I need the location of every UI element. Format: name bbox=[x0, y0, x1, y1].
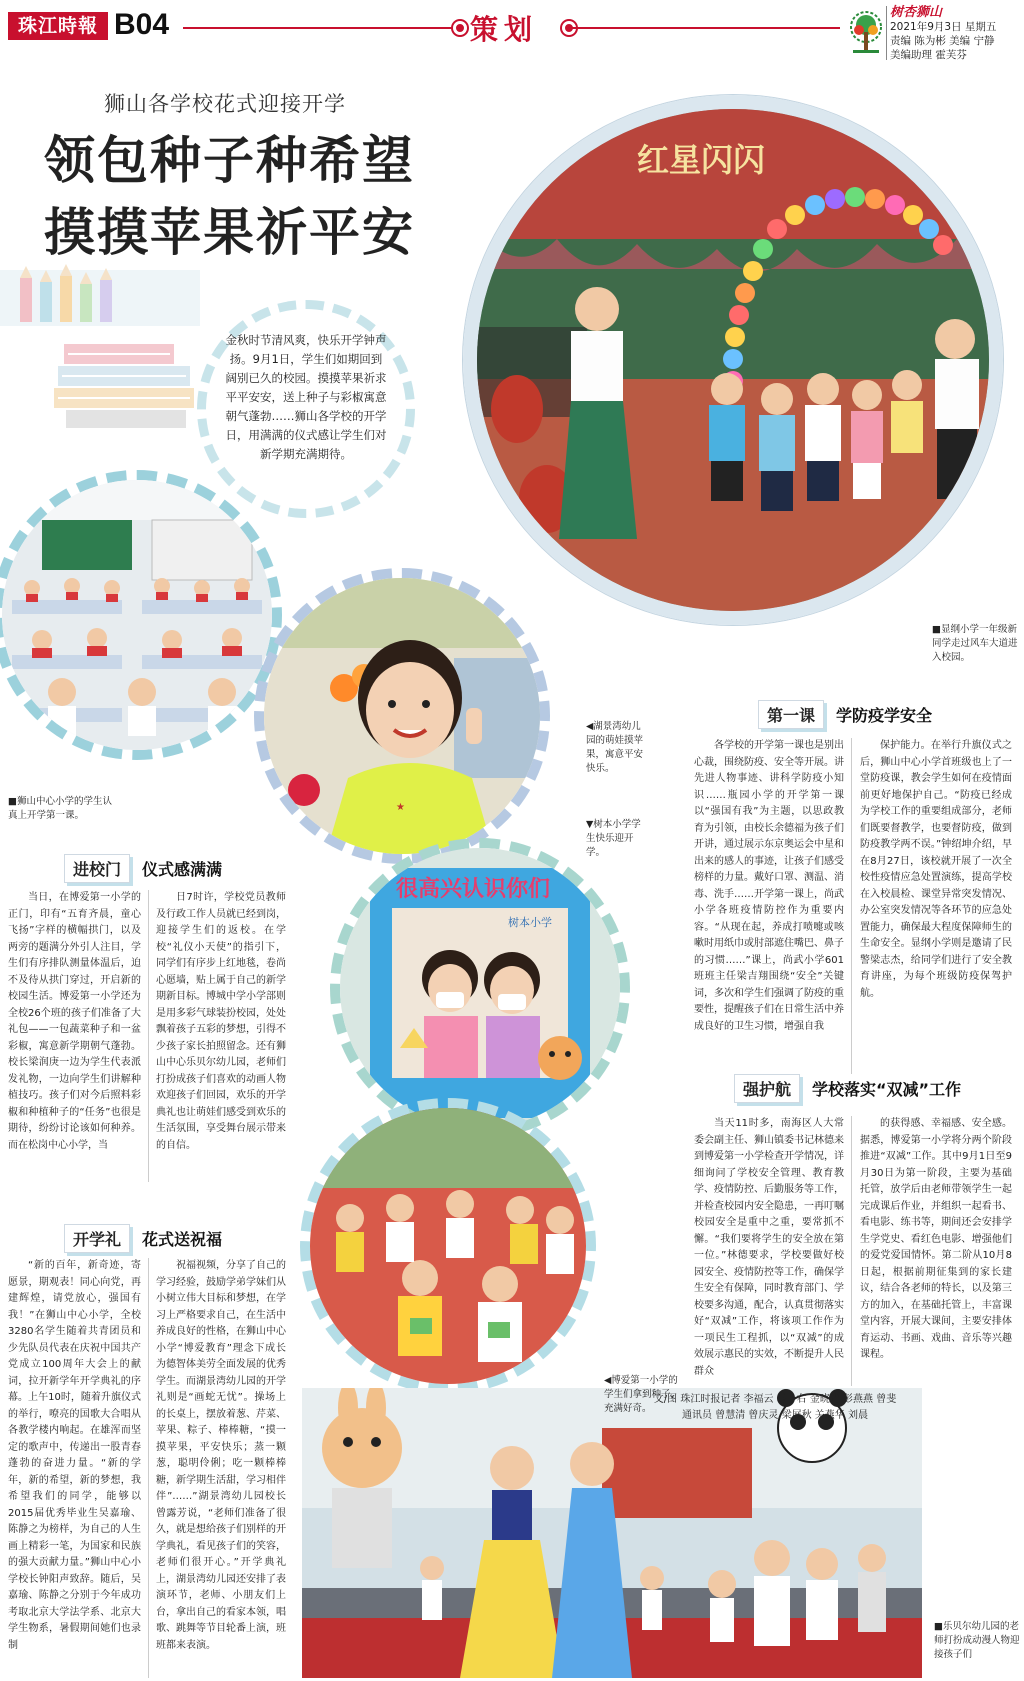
section-heading-opening-ceremony bbox=[64, 1224, 222, 1253]
brand-name: 树杏狮山 bbox=[890, 5, 943, 20]
body-column bbox=[694, 1116, 844, 1386]
caption-classroom: ■狮山中心小学的学生认真上开学第一课。 bbox=[8, 796, 112, 821]
editor-line: 责编 陈为彬 美编 宁静 bbox=[890, 35, 995, 47]
paragraph: 当日，在博爱第一小学的正门，印有“五育齐晨，童心飞扬”字样的横幅拱门，以及两旁的题满分外引人注目，学生们有序排队测量体温后，迫不及待从拱门穿过，开启新的校园生活。博爱第一小学还为全校26个班的孩子们准备了大礼包——一包蔬菜种子和一盆彩椒，寓意新学期朝气蓬勃。校长梁润庚一边为学生代表派发礼物，一边向学生们讲解种植技巧。孩子们对今后照料彩椒和种植种子的“任务”也很是期待，纷纷讨论该如何种养。而在松岗中心小学，当 bbox=[8, 892, 141, 1151]
banner-text: 红星闪闪 bbox=[637, 141, 766, 179]
paragraph: 日7时许，学校党员教师及行政工作人员就已经到岗，迎接学生们的返校。在学校“礼仪小天使”的指引下，同学们有序步上红地毯，卷尚心愿墙，贴上属于自己的新学期新目标。博城中学小学部则是用多彩气球装扮校园，处处飘着孩子五彩的梦想，引得不少孩子家长拍照留念。还有狮山中心乐贝尔幼儿园，老师们打扮成孩子们喜欢的动画人物欢迎孩子们回园，欢乐的开学典礼也让萌娃们感受到欢乐的生活氛围，享受舞台展示带来的自信。 bbox=[156, 892, 286, 1151]
body-column bbox=[8, 1258, 141, 1678]
section-tag: 第一课 bbox=[758, 700, 824, 729]
header-rule-left bbox=[183, 27, 453, 29]
section-name: 策划 bbox=[470, 13, 539, 46]
photo-girls-in-frame bbox=[330, 838, 630, 1138]
caption-seeds: ◀博爱第一小学的学生们拿到种子，充满好奇。 bbox=[604, 1375, 681, 1414]
photo-girl-with-apple bbox=[254, 568, 550, 864]
caption-frame: ▼树本小学学生快乐迎开学。 bbox=[586, 819, 641, 858]
paragraph: 各学校的开学第一课也是别出心裁，围绕防疫、安全等开展。讲先进人物事迹、讲科学防疫小知识……瓶园小学的开学第一课以“强国有我”为主题，以思政教育为引领，由校长余德福为孩子们开讲，通过展示东京奥运会中星和出来的感人的事迹，让孩子们感受榜样的力量。戴好口罩、测温、消毒、洗手……开学第一课上，尚武小学各班疫情防控作为重要内容。“从现在起，养成打喷嚏或咳嗽时用纸巾或肘部遮住嘴巴、鼻子的习惯……”课上，尚武小学601班班主任梁吉翔围绕“安全”关键词，多次和学生们强调了防疫的重要性，提醒孩子们在日常生活中养成良好的卫生习惯，增强自我 bbox=[694, 740, 844, 1032]
paragraph: 祝福视频，分享了自己的学习经验，鼓励学弟学妹们从小树立伟大目标和梦想，在学习上严格要求自己，在生活中养成良好的性格，在狮山中心小学“博爱教育”理念下成长为德智体美劳全面发展的优秀学生。而湖景湾幼儿园的开学礼则是“画蛇无忧”。操场上的长桌上，摆放着葱、芹菜、苹果、粽子、棒棒糖，“摸一摸苹果，平安快乐；蒸一颗葱，聪明伶俐；吃一颗棒棒糖，新学期生活甜，学习相伴伴”……”湖景湾幼儿园校长曾露芳说，“老师们准备了很久，就是想给孩子们别样的开学典礼，看见孩子们的笑容，老师们很开心。”开学典礼上，湖景湾幼儿园还安排了表演环节，老师、小朋友们上台，拿出自己的看家本领，唱歌、跳舞等节目轮番上演，班班都来表演。 bbox=[156, 1260, 286, 1651]
section-heading-first-lesson bbox=[758, 700, 932, 729]
body-column bbox=[156, 890, 286, 1182]
caption-costume: ■乐贝尔幼儿园的老师打扮成动漫人物迎接孩子们 bbox=[934, 1621, 1020, 1660]
section-heading-double-reduction bbox=[734, 1074, 961, 1103]
column-rule bbox=[851, 1116, 852, 1386]
caption-balloon-arch: ■显纲小学一年级新同学走过风车大道进入校园。 bbox=[932, 624, 1018, 663]
body-column bbox=[8, 890, 141, 1182]
paragraph: 的获得感、幸福感、安全感。据悉，博爱第一小学将分两个阶段推进“双减”工作。其中9月1日至9月30日为第一阶段，主要为基础托管，放学后由老师带领学生一起完成课后作业，并组织一起看书、看电影、练书等，期间还会安排学生学党史、看红色电影、增强他们的爱党爱国情怀。第二阶从10月8日起，根据前期征集到的家长建议，结合各老师的特长，以及第三方的加入，在基础托管上，丰富课堂内容，开展大课间，主要安排体育运动、书画、戏曲、音乐等兴趣课程。 bbox=[860, 1118, 1012, 1360]
body-column bbox=[694, 738, 844, 1074]
section-tag: 开学礼 bbox=[64, 1224, 130, 1253]
assistant-line: 美编助理 霍芙芬 bbox=[890, 49, 967, 61]
byline-line-2: 通讯员 曾慧清 曾庆灵 梁展秋 关燕华 刘晨 bbox=[682, 1410, 868, 1421]
tree-logo-icon bbox=[845, 10, 887, 56]
section-title: 仪式感满满 bbox=[142, 860, 223, 879]
paragraph: 当天11时多，南海区人大常委会副主任、狮山镇委书记林德来到博爱第一小学检查开学情况，详细询问了学校安全管理、教育教学、疫情防控、后勤服务等工作，并检查校园内安全隐患，一再叮嘱校园安全是重中之重，要常抓不懈。“我们要将学生的安全放在第一位。”林德要求，学校要做好校园安全、疫情防控等工作，确保学生安全有保障，同时教育部门、学校要多沟通，配合，认真贯彻落实好“双减”工作，将该项工作作为一项民生工程抓，以“双减”的成效展示惠民的实效，不断提升人民群众 bbox=[694, 1118, 844, 1377]
svg-text:★: ★ bbox=[396, 802, 405, 813]
paragraph: “新的百年，新奇迹，寄愿景，期观表！同心向党，再建辉煌，请党放心，强国有我！”在狮山中心小学，全校3280名学生随着共青团员和少先队员代表在庆祝中国共产党成立100周年大会上的献词，拉开新学年开学典礼的序幕。上午10时，随着升旗仪式的举行，嘹亮的国歌大合唱从各教学楼内响起。在雄浑而坚定的歌声中，传递出一股青春蓬勃的奋进力量。“新的学年，新的希望，新的梦想，我希望我们的同学，能够以2015届优秀毕业生吴嘉瑜、陈静之为榜样，为自己的人生画上精彩一笔，为国家和民族的强大贡献力量。”狮山中心小学校长钟阳声致辞。随后，吴嘉瑜、陈静之分别于今年成功考取北京大学法学系、北京大学生物系，暑假期间她们也录制 bbox=[8, 1260, 141, 1651]
header-separator bbox=[886, 6, 887, 60]
body-column bbox=[156, 1258, 286, 1678]
paragraph: 保护能力。在举行升旗仪式之后，狮山中心小学首班级也上了一堂防疫课，教会学生如何在疫情面前更好地保护自己。“防疫已经成为学校工作的重要组成部分，老师们既要督教学，也要督防疫，做到防疫教学两不误。”钟绍坤介绍，早在8月27日，该校就开展了一次全校性疫情应急处置演练，提高学校在入校晨检、课堂异常突发情况、办公室突发情况等各环节的应急处置能力，确保最大程度保障师生的生命安全。显纲小学则是邀请了民警梁志杰，给同学们进行了安全教育讲座，为每个班级防疫保驾护航。 bbox=[860, 740, 1012, 999]
body-column bbox=[860, 738, 1012, 1074]
photo-classroom-first-lesson bbox=[0, 470, 282, 760]
header-meta bbox=[890, 6, 1020, 62]
section-title: 学防疫学安全 bbox=[836, 706, 933, 725]
section-title: 学校落实“双减”工作 bbox=[812, 1080, 962, 1099]
header-dot-left bbox=[453, 21, 467, 35]
caption-apple: ◀湖景湾幼儿园的萌娃摸苹果，寓意平安快乐。 bbox=[586, 721, 644, 774]
date-line: 2021年9月3日 星期五 bbox=[890, 21, 997, 33]
section-tag: 强护航 bbox=[734, 1074, 800, 1103]
photo-teachers-in-costume bbox=[302, 1388, 922, 1678]
body-column bbox=[860, 1116, 1012, 1386]
section-title: 花式送祝福 bbox=[142, 1230, 223, 1249]
intro-bubble: 金秋时节清风爽，快乐开学钟声扬。9月1日，学生们如期回到阔别已久的校园。摸摸苹果祈求平平安安，送上种子与彩椒寓意朝气蓬勃……狮山各学校的开学日，用满满的仪式感让学生们对新学期充满期待。 bbox=[197, 300, 415, 518]
column-rule bbox=[148, 1258, 149, 1678]
photo-students-with-seeds bbox=[300, 1098, 596, 1394]
pencils-decoration bbox=[0, 262, 200, 332]
frame-school-text: 树本小学 bbox=[508, 916, 552, 929]
column-rule bbox=[148, 890, 149, 1182]
header-rule-right bbox=[570, 27, 840, 29]
frame-top-text: 很高兴认识你们 bbox=[396, 877, 551, 902]
article-title bbox=[44, 125, 415, 269]
section-tag: 进校门 bbox=[64, 854, 130, 883]
byline bbox=[622, 1392, 928, 1424]
books-decoration bbox=[54, 338, 204, 430]
page-number: B04 bbox=[114, 8, 170, 41]
newspaper-masthead: 珠江時報 bbox=[8, 12, 108, 40]
section-heading-enter-school bbox=[64, 854, 222, 883]
title-line-2: 摸摸苹果祈平安 bbox=[44, 203, 416, 263]
byline-line-1: 文/图 珠江时报记者 李福云 马一右 金晓青 彭燕燕 曾斐 bbox=[653, 1394, 897, 1405]
title-line-1: 领包种子种希望 bbox=[44, 131, 416, 191]
article-kicker: 狮山各学校花式迎接开学 bbox=[104, 92, 346, 116]
photo-kids-balloon-arch bbox=[463, 95, 1003, 625]
column-rule bbox=[851, 738, 852, 1074]
